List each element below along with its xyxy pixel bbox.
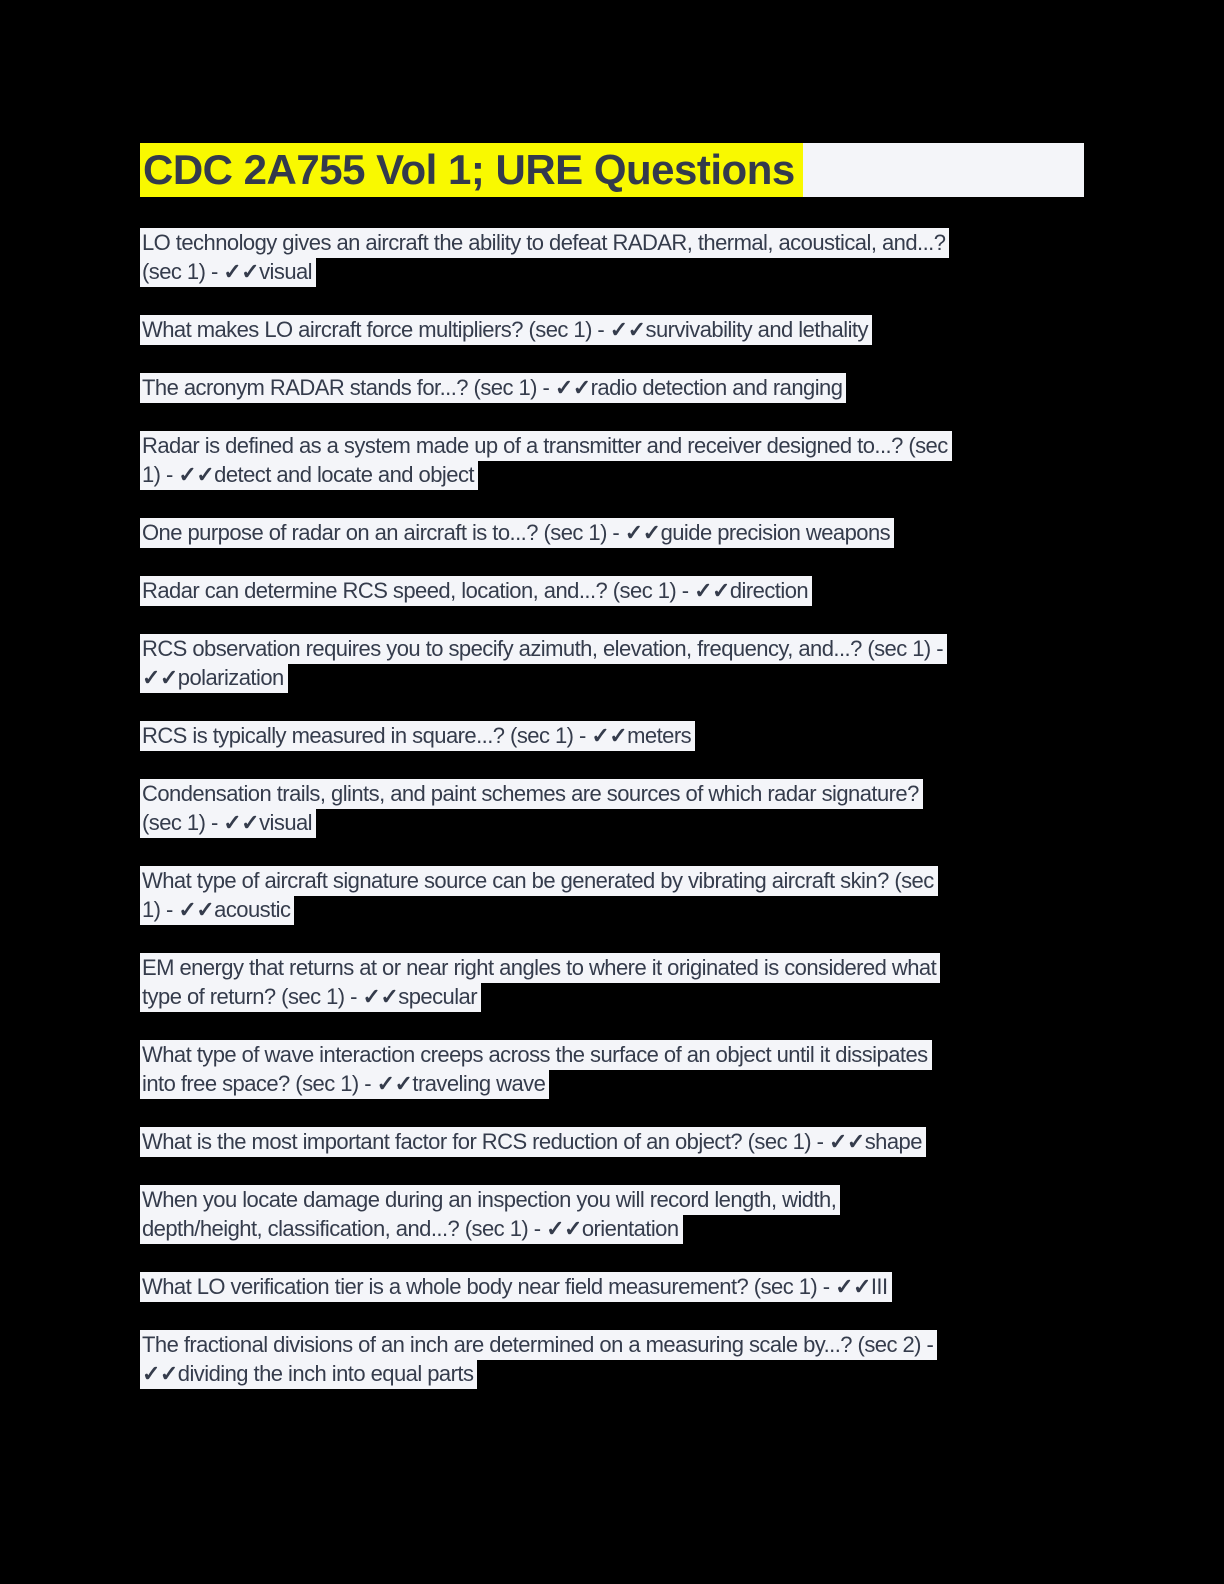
qa-line: (sec 1) - ✓✓visual [140, 257, 316, 287]
checkmarks-icon: ✓✓ [362, 984, 399, 1009]
qa-line: RCS observation requires you to specify azimuth, elevation, frequency, and...? (sec 1) - [140, 634, 947, 664]
qa-line: Radar is defined as a system made up of a transmitter and receiver designed to...? (sec [140, 431, 952, 461]
qa-line: depth/height, classification, and...? (sec 1) - ✓✓orientation [140, 1214, 683, 1244]
checkmarks-icon: ✓✓ [178, 897, 215, 922]
qa-line: into free space? (sec 1) - ✓✓traveling wave [140, 1069, 549, 1099]
checkmarks-icon: ✓✓ [554, 375, 591, 400]
checkmarks-icon: ✓✓ [142, 1361, 178, 1386]
qa-line: (sec 1) - ✓✓visual [140, 808, 316, 838]
qa-item [140, 634, 1140, 692]
qa-item [140, 721, 1140, 750]
qa-line: The fractional divisions of an inch are determined on a measuring scale by...? (sec 2) - [140, 1330, 937, 1360]
qa-line: 1) - ✓✓acoustic [140, 895, 294, 925]
qa-line: When you locate damage during an inspection you will record length, width, [140, 1185, 840, 1215]
checkmarks-icon: ✓✓ [828, 1129, 865, 1154]
checkmarks-icon: ✓✓ [546, 1216, 582, 1241]
checkmarks-icon: ✓✓ [609, 317, 646, 342]
document-title: CDC 2A755 Vol 1; URE Questions [140, 143, 803, 197]
qa-line: What type of wave interaction creeps across the surface of an object until it dissipates [140, 1040, 932, 1070]
qa-list [140, 228, 1140, 1417]
qa-item [140, 228, 1140, 286]
qa-line: EM energy that returns at or near right angles to where it originated is considered what [140, 953, 940, 983]
checkmarks-icon: ✓✓ [223, 810, 260, 835]
checkmarks-icon: ✓✓ [223, 259, 260, 284]
qa-line: What makes LO aircraft force multipliers? (sec 1) - ✓✓survivability and lethality [140, 315, 872, 345]
checkmarks-icon: ✓✓ [624, 520, 661, 545]
qa-item [140, 779, 1140, 837]
checkmarks-icon: ✓✓ [591, 723, 628, 748]
qa-line: Condensation trails, glints, and paint schemes are sources of which radar signature? [140, 779, 923, 809]
document-title-block [140, 143, 1084, 197]
qa-item [140, 1272, 1140, 1301]
qa-item [140, 1185, 1140, 1243]
qa-line: What LO verification tier is a whole body near field measurement? (sec 1) - ✓✓III [140, 1272, 892, 1302]
qa-item [140, 953, 1140, 1011]
checkmarks-icon: ✓✓ [142, 665, 178, 690]
qa-item [140, 373, 1140, 402]
qa-line: type of return? (sec 1) - ✓✓specular [140, 982, 481, 1012]
qa-line: What is the most important factor for RCS reduction of an object? (sec 1) - ✓✓shape [140, 1127, 926, 1157]
qa-item [140, 1127, 1140, 1156]
qa-line: LO technology gives an aircraft the ability to defeat RADAR, thermal, acoustical, and...? [140, 228, 949, 258]
checkmarks-icon: ✓✓ [178, 462, 215, 487]
qa-line: Radar can determine RCS speed, location, and...? (sec 1) - ✓✓direction [140, 576, 812, 606]
qa-item [140, 576, 1140, 605]
checkmarks-icon: ✓✓ [835, 1274, 871, 1299]
qa-line: RCS is typically measured in square...? (sec 1) - ✓✓meters [140, 721, 695, 751]
qa-line: The acronym RADAR stands for...? (sec 1) - ✓✓radio detection and ranging [140, 373, 846, 403]
qa-item [140, 315, 1140, 344]
qa-item [140, 866, 1140, 924]
qa-item [140, 1330, 1140, 1388]
checkmarks-icon: ✓✓ [694, 578, 730, 603]
qa-line: ✓✓dividing the inch into equal parts [140, 1359, 477, 1389]
checkmarks-icon: ✓✓ [376, 1071, 413, 1096]
qa-item [140, 431, 1140, 489]
qa-item [140, 1040, 1140, 1098]
qa-line: 1) - ✓✓detect and locate and object [140, 460, 478, 490]
qa-item [140, 518, 1140, 547]
qa-line: One purpose of radar on an aircraft is to...? (sec 1) - ✓✓guide precision weapons [140, 518, 894, 548]
qa-line: ✓✓polarization [140, 663, 288, 693]
qa-line: What type of aircraft signature source can be generated by vibrating aircraft skin? (sec [140, 866, 938, 896]
